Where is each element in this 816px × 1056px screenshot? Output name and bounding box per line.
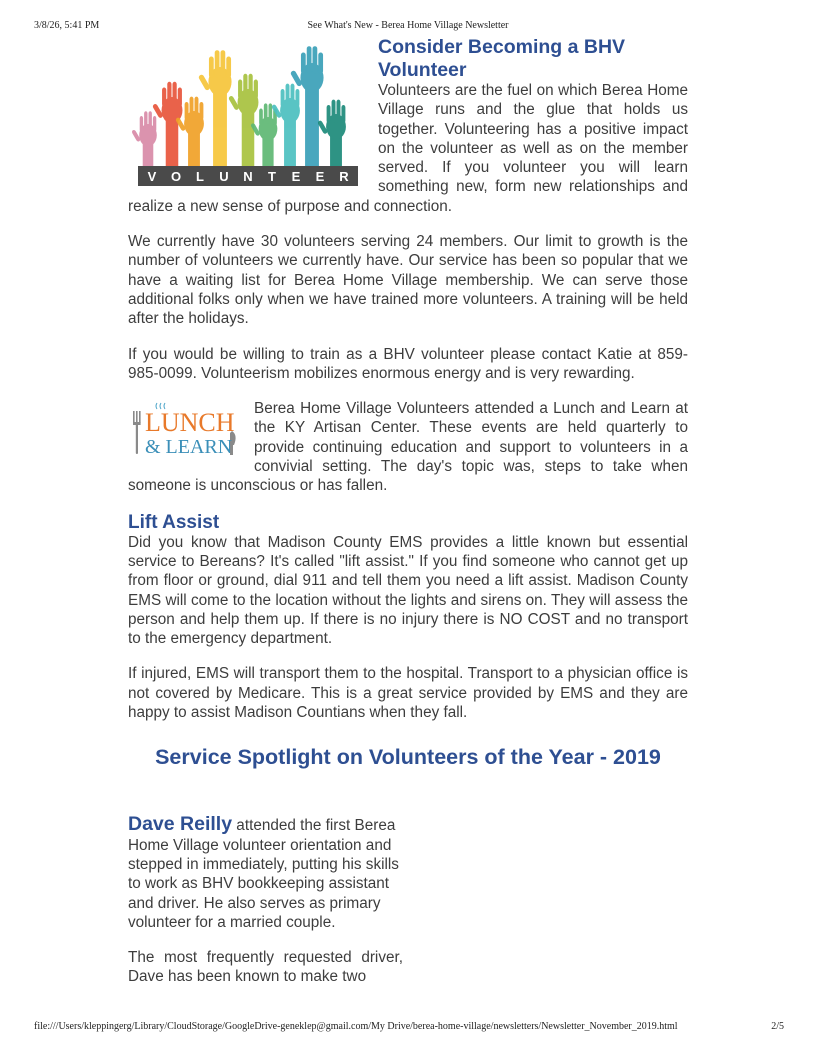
volunteer-letter: V bbox=[147, 169, 157, 184]
volunteer-word bbox=[148, 169, 350, 184]
volunteer-letter: R bbox=[339, 169, 349, 184]
spotlight-heading: Service Spotlight on Volunteers of the Year - 2019 bbox=[155, 745, 661, 770]
print-title: See What's New - Berea Home Village Newsletter bbox=[307, 20, 509, 31]
lift-paragraph-2: If injured, EMS will transport them to the hospital. Transport to a physician office is not covered by Medicare. This is a great service provided by EMS and they are happy to assist Madison Countians when they fall. bbox=[128, 665, 688, 722]
volunteer-paragraph-1: Volunteers are the fuel on which Berea Home Village runs and the glue that holds us together. Volunteering has a positive impact on the volunteer as well as on the member served. If you volunteer you will learn something new, form new relationships and realize a new sense of purpose and connection. bbox=[128, 82, 688, 215]
dave-paragraph-1 bbox=[128, 815, 403, 932]
volunteer-letter: E bbox=[291, 169, 301, 184]
volunteer-letter: L bbox=[196, 169, 204, 184]
lift-assist-heading: Lift Assist bbox=[128, 511, 220, 533]
page-number: 2/5 bbox=[771, 1021, 784, 1032]
print-header bbox=[0, 20, 816, 34]
print-footer bbox=[0, 1021, 816, 1035]
print-url: file:///Users/kleppingerg/Library/CloudStorage/GoogleDrive-geneklep@gmail.com/My Drive/berea-home-village/newsletters/Newsletter_November_2019.html bbox=[34, 1021, 678, 1032]
lunch-and-learn-logo bbox=[128, 401, 240, 459]
volunteer-letter: U bbox=[219, 169, 229, 184]
lunch-paragraph: Berea Home Village Volunteers attended a Lunch and Learn at the KY Artisan Center. These events are held quarterly to provide continuing education and support to volunteers in a convivial setting. The day's topic was, steps to take when someone is unconscious or has fallen. bbox=[128, 400, 688, 495]
volunteer-name: Dave Reilly bbox=[128, 813, 233, 836]
volunteer-letter: T bbox=[268, 169, 276, 184]
volunteer-hands-image bbox=[128, 38, 364, 190]
dave-paragraph-1-text: attended the first Berea Home Village volunteer orientation and stepped in immediately, putting his skills to work as BHV bookkeeping assistant and driver. He also serves as primary volunteer for a married couple. bbox=[128, 817, 399, 931]
volunteer-paragraph-2: We currently have 30 volunteers serving 24 members. Our limit to growth is the number of volunteers we currently have. Our service has been so popular that we have a waiting list for Berea Home Village membership. We can serve those additional folks only when we have trained more volunteers. A training will be held after the holidays. bbox=[128, 233, 688, 328]
logo-lunch-text: LUNCH bbox=[145, 408, 235, 438]
logo-learn-text: & LEARN bbox=[145, 436, 233, 459]
print-date: 3/8/26, 5:41 PM bbox=[34, 20, 100, 31]
newsletter-content bbox=[128, 36, 688, 1003]
volunteer-paragraph-3: If you would be willing to train as a BHV volunteer please contact Katie at 859-985-0099. Volunteerism mobilizes enormous energy and is very rewarding. bbox=[128, 345, 688, 382]
lift-paragraph-1: Did you know that Madison County EMS provides a little known but essential service to Bereans? It's called "lift assist." If you find someone who cannot get up from floor or ground, dial 911 and tell them you need a lift assist. Madison County EMS will come to the location without the lights and sirens on. They will assess the person and help them up. If there is no injury there is NO COST and no transport to the emergency department. bbox=[128, 533, 688, 648]
volunteer-letter: E bbox=[315, 169, 325, 184]
dave-paragraph-2: The most frequently requested driver, Dave has been known to make two bbox=[128, 949, 403, 986]
dave-reilly-profile bbox=[128, 815, 403, 986]
volunteer-letter: N bbox=[243, 169, 253, 184]
volunteer-heading: Consider Becoming a BHV Volunteer bbox=[378, 36, 626, 81]
volunteer-letter: O bbox=[170, 169, 182, 184]
